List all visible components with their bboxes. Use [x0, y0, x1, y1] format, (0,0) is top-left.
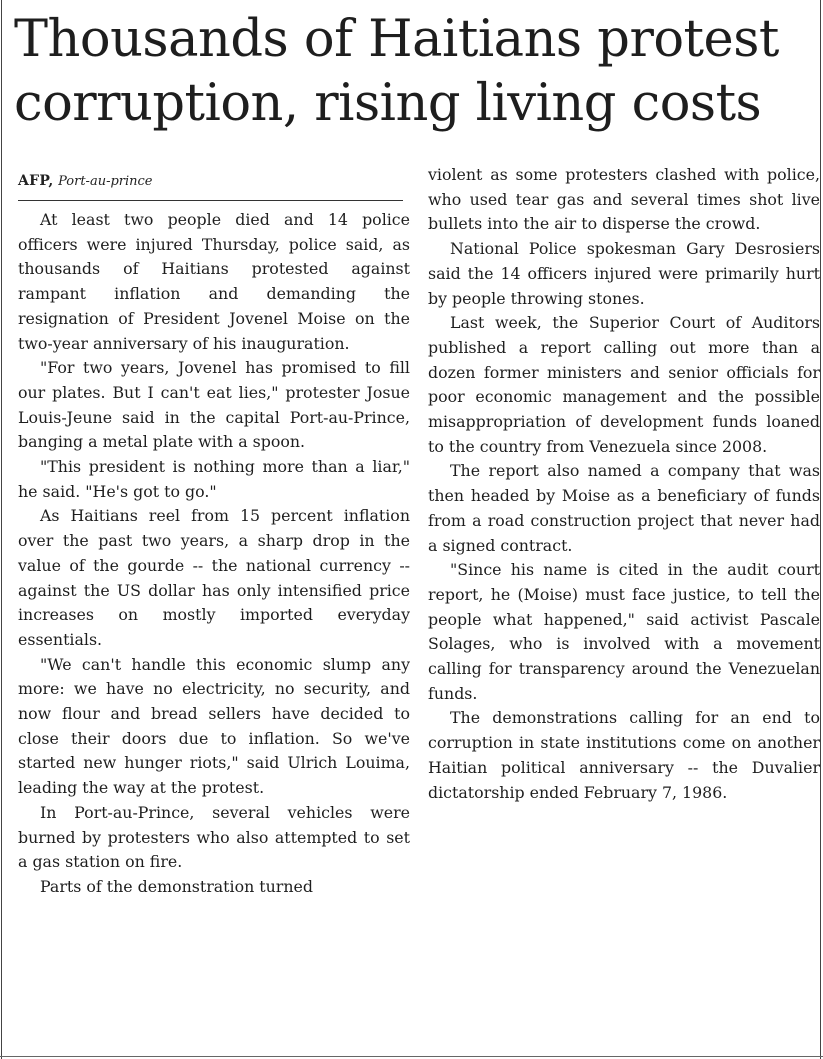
paragraph: "This president is nothing more than a liar," he said. "He's got to go." — [18, 457, 410, 501]
paragraph: The report also named a company that was then headed by Moise as a beneficiary of funds from a road construction project that never had a signed contract. — [428, 461, 820, 555]
headline — [14, 8, 814, 136]
headline-line-2: corruption, rising living costs — [14, 74, 762, 133]
byline-divider — [18, 200, 403, 201]
byline-agency: AFP, — [18, 173, 54, 189]
paragraph: In Port-au-Prince, several vehicles were burned by protesters who also attempted to set a gas station on fire. — [18, 802, 410, 872]
paragraph: Parts of the demonstration turned — [40, 876, 313, 896]
paragraph: National Police spokesman Gary Desrosiers said the 14 officers injured were primarily hurt by people throwing stones. — [428, 239, 820, 308]
paragraph: As Haitians reel from 15 percent inflation over the past two years, a sharp drop in the value of the gourde -- the national currency -- against the US dollar has only intensified price increases on mostly imported everyday essentials. — [18, 506, 410, 649]
article-column-right — [428, 163, 820, 805]
byline-place: Port-au-prince — [58, 174, 153, 189]
paragraph: "For two years, Jovenel has promised to fill our plates. But I can't eat lies," protester Josue Louis-Jeune said in the capital Port-au-Prince, banging a metal plate with a spoon. — [18, 358, 410, 452]
article-column-left — [18, 208, 410, 900]
paragraph: Last week, the Superior Court of Auditors published a report calling out more than a dozen former ministers and senior officials for poor economic management and the possible misappropriation of development funds loaned to the country from Venezuela since 2008. — [428, 313, 820, 456]
byline — [18, 172, 408, 191]
paragraph-continued: violent as some protesters clashed with police, who used tear gas and several times shot live bullets into the air to disperse the crowd. — [428, 165, 820, 234]
paragraph: "We can't handle this economic slump any more: we have no electricity, no security, and now flour and bread sellers have decided to close their doors due to inflation. So we've started new hunger riots," said Ulrich Louima, leading the way at the protest. — [18, 654, 410, 798]
paragraph: At least two people died and 14 police officers were injured Thursday, police said, as thousands of Haitians protested against rampant inflation and demanding the resignation of President Jovenel Moise on the two-year anniversary of his inauguration. — [18, 210, 410, 353]
paragraph: "Since his name is cited in the audit court report, he (Moise) must face justice, to tell the people what happened," said activist Pascale Solages, who is involved with a movement calling for transparency around the Venezuelan funds. — [428, 560, 820, 703]
headline-line-1: Thousands of Haitians protest — [14, 10, 779, 69]
paragraph: The demonstrations calling for an end to corruption in state institutions come on another Haitian political anniversary -- the Duvalier dictatorship ended February 7, 1986. — [428, 708, 820, 802]
left-border — [1, 0, 2, 1059]
bottom-border — [0, 1056, 823, 1057]
right-border — [820, 0, 821, 1059]
